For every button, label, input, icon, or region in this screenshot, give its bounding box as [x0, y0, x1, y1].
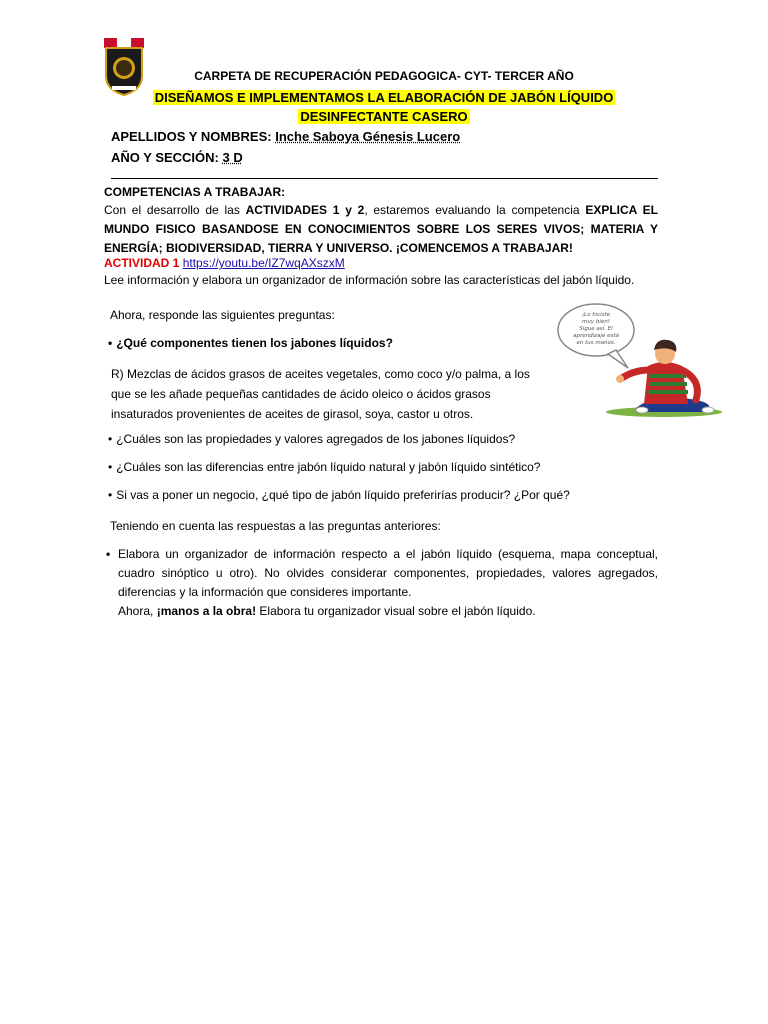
question-4: [108, 488, 570, 502]
svg-text:en tus manos.: en tus manos.: [576, 340, 616, 346]
bullet: •: [108, 432, 113, 446]
bullet: •: [108, 336, 113, 350]
closing-final-line: [118, 604, 536, 618]
closing-final-bold: ¡manos a la obra!: [156, 604, 257, 618]
closing-final-part-2: Elabora tu organizador visual sobre el jabón líquido.: [259, 604, 536, 618]
closing-final-part-1: Ahora,: [118, 604, 154, 618]
topic-title-highlight-1: DISEÑAMOS E IMPLEMENTAMOS LA ELABORACIÓN DE JABÓN LÍQUIDO: [154, 90, 614, 105]
divider-line: [111, 178, 658, 179]
section-value: 3 D: [222, 150, 243, 165]
question-2-text: ¿Cuáles son las propiedades y valores agregados de los jabones líquidos?: [116, 432, 516, 446]
document-title: CARPETA DE RECUPERACIÓN PEDAGOGICA- CYT- TERCER AÑO: [194, 69, 574, 83]
topic-title-line-1: [0, 90, 768, 105]
svg-text:Sigue así. El: Sigue así. El: [579, 326, 613, 332]
question-4-text: Si vas a poner un negocio, ¿qué tipo de jabón líquido preferirías producir? ¿Por qué?: [116, 488, 570, 502]
topic-title-highlight-2: DESINFECTANTE CASERO: [300, 109, 468, 124]
question-3-text: ¿Cuáles son las diferencias entre jabón líquido natural y jabón líquido sintético?: [116, 460, 541, 474]
question-1-text: ¿Qué componentes tienen los jabones líquidos?: [116, 336, 393, 350]
school-crest-logo: [104, 38, 144, 96]
answer-1: R) Mezclas de ácidos grasos de aceites vegetales, como coco y/o palma, a los que se les añade pequeñas cantidades de ácido oleico o ácidos grasos insaturados provenientes de aceites de girasol, soya, castor u otros.: [111, 367, 530, 421]
competencias-activities: ACTIVIDADES 1 y 2: [245, 203, 365, 217]
competencias-text-part-1: Con el desarrollo de las: [104, 203, 240, 217]
competencias-heading: COMPETENCIAS A TRABAJAR:: [104, 185, 286, 199]
topic-title-line-2: [0, 109, 768, 124]
svg-text:muy bien!: muy bien!: [582, 319, 610, 325]
closing-task: [106, 545, 658, 602]
activity-label: ACTIVIDAD 1: [104, 256, 180, 270]
question-2: [108, 432, 515, 446]
bullet: •: [108, 488, 113, 502]
questions-intro: Ahora, responde las siguientes preguntas:: [110, 308, 335, 322]
student-name-field: [111, 129, 460, 144]
competencias-text: [104, 201, 658, 258]
bullet: •: [106, 547, 111, 561]
student-illustration: [556, 300, 726, 418]
student-name-value: Inche Saboya Génesis Lucero: [275, 129, 461, 144]
bullet: •: [108, 460, 113, 474]
question-1: [108, 336, 393, 350]
video-link[interactable]: https://youtu.be/IZ7wqAXszxM: [182, 256, 345, 270]
svg-text:¡Lo hiciste: ¡Lo hiciste: [581, 312, 611, 318]
student-name-label: APELLIDOS Y NOMBRES:: [111, 129, 272, 144]
boy-speech-bubble-image: [556, 300, 726, 418]
competencias-competence: EXPLICA EL MUNDO FISICO BASANDOSE EN CONOCIMIENTOS SOBRE LOS SERES VIVOS; MATERIA Y ENERGÍA; BIODIVERSIDAD, TIERRA Y UNIVERSO. ¡COMENCEMOS A TRABAJAR!: [104, 203, 658, 255]
closing-task-text: Elabora un organizador de información respecto a el jabón líquido (esquema, mapa conceptual, cuadro sinóptico u otro). No olvides considerar componentes, propiedades, valores agregados, diferencias y la información que consideres importante.: [118, 547, 658, 599]
section-label: AÑO Y SECCIÓN:: [111, 150, 219, 165]
activity-instruction: Lee información y elabora un organizador de información sobre las características del jabón líquido.: [104, 273, 635, 287]
closing-intro: Teniendo en cuenta las respuestas a las preguntas anteriores:: [110, 519, 441, 533]
svg-text:aprendizaje está: aprendizaje está: [573, 333, 619, 339]
question-3: [108, 460, 540, 474]
section-field: [111, 150, 243, 165]
competencias-text-part-2: , estaremos evaluando la competencia: [364, 203, 580, 217]
